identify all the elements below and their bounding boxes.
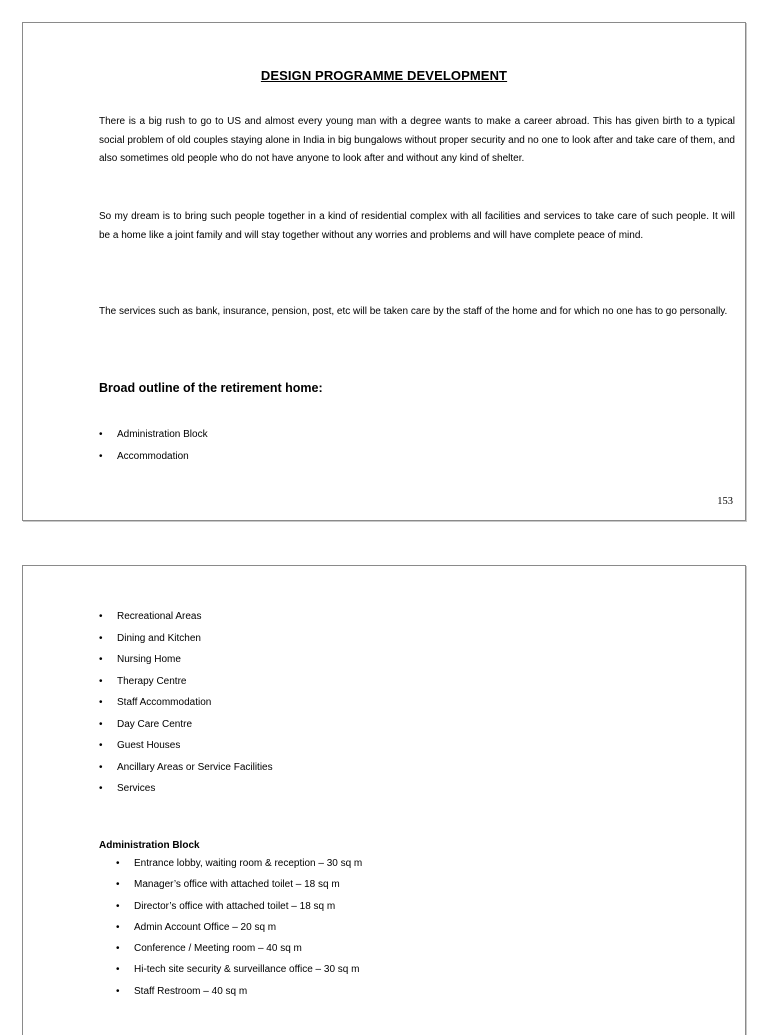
outline-list-continued bbox=[99, 606, 273, 800]
list-item: • Director’s office with attached toilet – 18 sq m bbox=[116, 896, 362, 917]
intro-paragraph: There is a big rush to go to US and almost every young man with a degree wants to make a career abroad. This has given birth to a typical social problem of old couples staying alone in India in big bungalows without proper security and no one to look after and take care of them, and also sometimes old people who do not have anyone to look after and without any kind of shelter. bbox=[99, 116, 735, 164]
list-item: • Staff Accommodation bbox=[99, 692, 273, 714]
list-item: • Manager’s office with attached toilet – 18 sq m bbox=[116, 874, 362, 895]
document-page-next bbox=[22, 565, 746, 1035]
document-page-153 bbox=[22, 22, 746, 521]
list-item: • Staff Restroom – 40 sq m bbox=[116, 981, 362, 1002]
list-item: • Entrance lobby, waiting room & reception – 30 sq m bbox=[116, 853, 362, 874]
outline-heading: Broad outline of the retirement home: bbox=[99, 381, 323, 395]
list-item: • Hi-tech site security & surveillance office – 30 sq m bbox=[116, 959, 362, 980]
page-title: DESIGN PROGRAMME DEVELOPMENT bbox=[260, 68, 508, 83]
list-item: • Administration Block bbox=[99, 424, 208, 446]
dream-paragraph: So my dream is to bring such people together in a kind of residential complex with all facilities and services to take care of such people. It will be a home like a joint family and will stay together without any worries and problems and will have complete peace of mind. bbox=[99, 211, 735, 241]
list-item: • Dining and Kitchen bbox=[99, 628, 273, 650]
list-item: • Recreational Areas bbox=[99, 606, 273, 628]
services-paragraph: The services such as bank, insurance, pension, post, etc will be taken care by the staff of the home and for which no one has to go personally. bbox=[99, 306, 728, 317]
list-item: • Conference / Meeting room – 40 sq m bbox=[116, 938, 362, 959]
list-item: • Nursing Home bbox=[99, 649, 273, 671]
list-item: • Day Care Centre bbox=[99, 714, 273, 736]
list-item: • Accommodation bbox=[99, 446, 208, 468]
list-item: • Services bbox=[99, 778, 273, 800]
list-item: • Guest Houses bbox=[99, 735, 273, 757]
outline-list bbox=[99, 424, 208, 467]
admin-block-heading: Administration Block bbox=[99, 840, 200, 851]
list-item: • Ancillary Areas or Service Facilities bbox=[99, 757, 273, 779]
list-item: • Therapy Centre bbox=[99, 671, 273, 693]
admin-block-list bbox=[116, 853, 362, 1002]
list-item: • Admin Account Office – 20 sq m bbox=[116, 917, 362, 938]
page-number: 153 bbox=[717, 496, 733, 507]
